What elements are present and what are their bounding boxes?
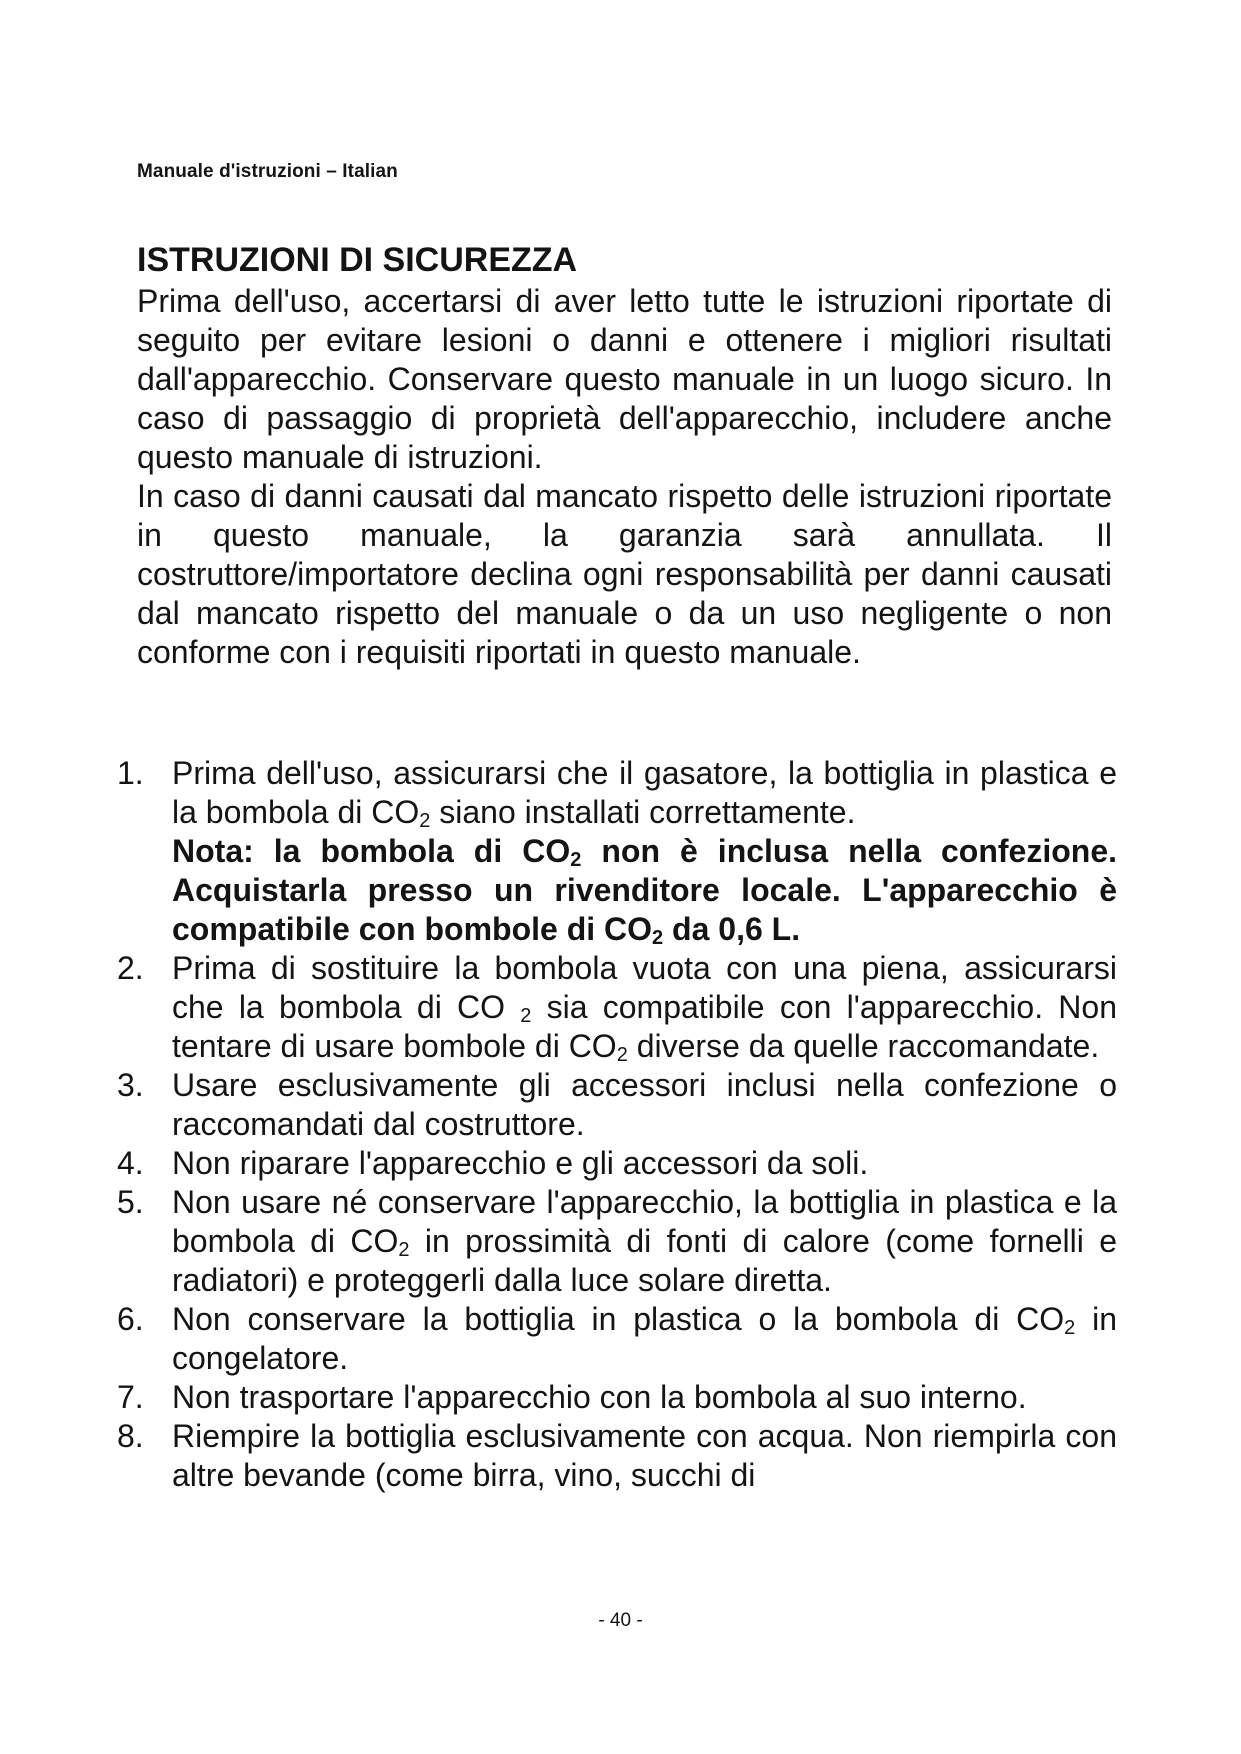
intro-paragraph-1: Prima dell'uso, accertarsi di aver letto tutte le istruzioni riportate di seguito per evitare lesioni o danni e ottenere i migliori risultati dall'apparecchio. Conservare questo manuale in un luogo sicuro. In caso di passaggio di proprietà dell'apparecchio, includere anche questo manuale di istruzioni.	[137, 283, 1112, 475]
document-header-label: Manuale d'istruzioni – Italian	[137, 161, 398, 182]
list-item-number: 7.	[117, 1379, 144, 1415]
list-item-text: Non riparare l'apparecchio e gli accessori da soli.	[172, 1145, 869, 1181]
list-item-text: Prima di sostituire la bombola vuota con una piena, assicurarsi che la bombola di CO $_2$ sia compatibile con l'apparecchio. Non tentare di usare bombole di $CO_2$ diverse da quelle raccomandate.	[172, 950, 1118, 1066]
list-item-text: Non trasportare l'apparecchio con la bombola al suo interno.	[172, 1379, 1027, 1415]
list-item-number: 8.	[117, 1418, 144, 1454]
list-item	[117, 1183, 1117, 1300]
list-item-number: 6.	[117, 1301, 144, 1337]
list-item-number: 2.	[117, 950, 144, 986]
intro-section	[137, 282, 1112, 672]
list-item-number: 4.	[117, 1145, 144, 1181]
list-item	[117, 1066, 1117, 1144]
list-item	[117, 949, 1117, 1066]
list-item	[117, 1417, 1117, 1495]
list-item-text: Non conservare la bottiglia in plastica o la bombola di $CO_2$ in congelatore.	[172, 1301, 1118, 1376]
note-bold-text: Nota: la bombola di $CO_2$ non è inclusa nella confezione. Acquistarla presso un rivenditore locale. L'apparecchio è compatibile con bombole di $CO_2$ da 0,6 L.	[172, 833, 1118, 949]
page-title: ISTRUZIONI DI SICUREZZA	[137, 241, 578, 279]
list-item	[117, 1300, 1117, 1378]
intro-paragraph-2: In caso di danni causati dal mancato rispetto delle istruzioni riportate in questo manuale, la garanzia sarà annullata. Il costruttore/importatore declina ogni responsabilità per danni causati dal mancato rispetto del manuale o da un uso negligente o non conforme con i requisiti riportati in questo manuale.	[137, 478, 1112, 670]
safety-instructions-list	[117, 754, 1117, 1495]
list-item-text: Usare esclusivamente gli accessori inclusi nella confezione o raccomandati dal costruttore.	[172, 1067, 1117, 1142]
list-item	[117, 1378, 1117, 1417]
list-item	[117, 754, 1117, 949]
list-item-text: Prima dell'uso, assicurarsi che il gasatore, la bottiglia in plastica e la bombola di $CO_2$ siano installati correttamente. Nota: la bombola di $CO_2$ non è inclusa nella confezione. Acquistarla presso un rivenditore locale. L'apparecchio è compatibile con bombole di $CO_2$ da 0,6 L.	[172, 755, 1118, 949]
page-number: - 40 -	[598, 1610, 643, 1631]
list-item	[117, 1144, 1117, 1183]
list-item-text: Riempire la bottiglia esclusivamente con acqua. Non riempirla con altre bevande (come birra, vino, succhi di	[172, 1418, 1117, 1493]
list-item-number: 1.	[117, 755, 144, 791]
list-item-text: Non usare né conservare l'apparecchio, la bottiglia in plastica e la bombola di $CO_2$ in prossimità di fonti di calore (come fornelli e radiatori) e proteggerli dalla luce solare diretta.	[172, 1184, 1118, 1298]
list-item-number: 5.	[117, 1184, 144, 1220]
list-item-number: 3.	[117, 1067, 144, 1103]
